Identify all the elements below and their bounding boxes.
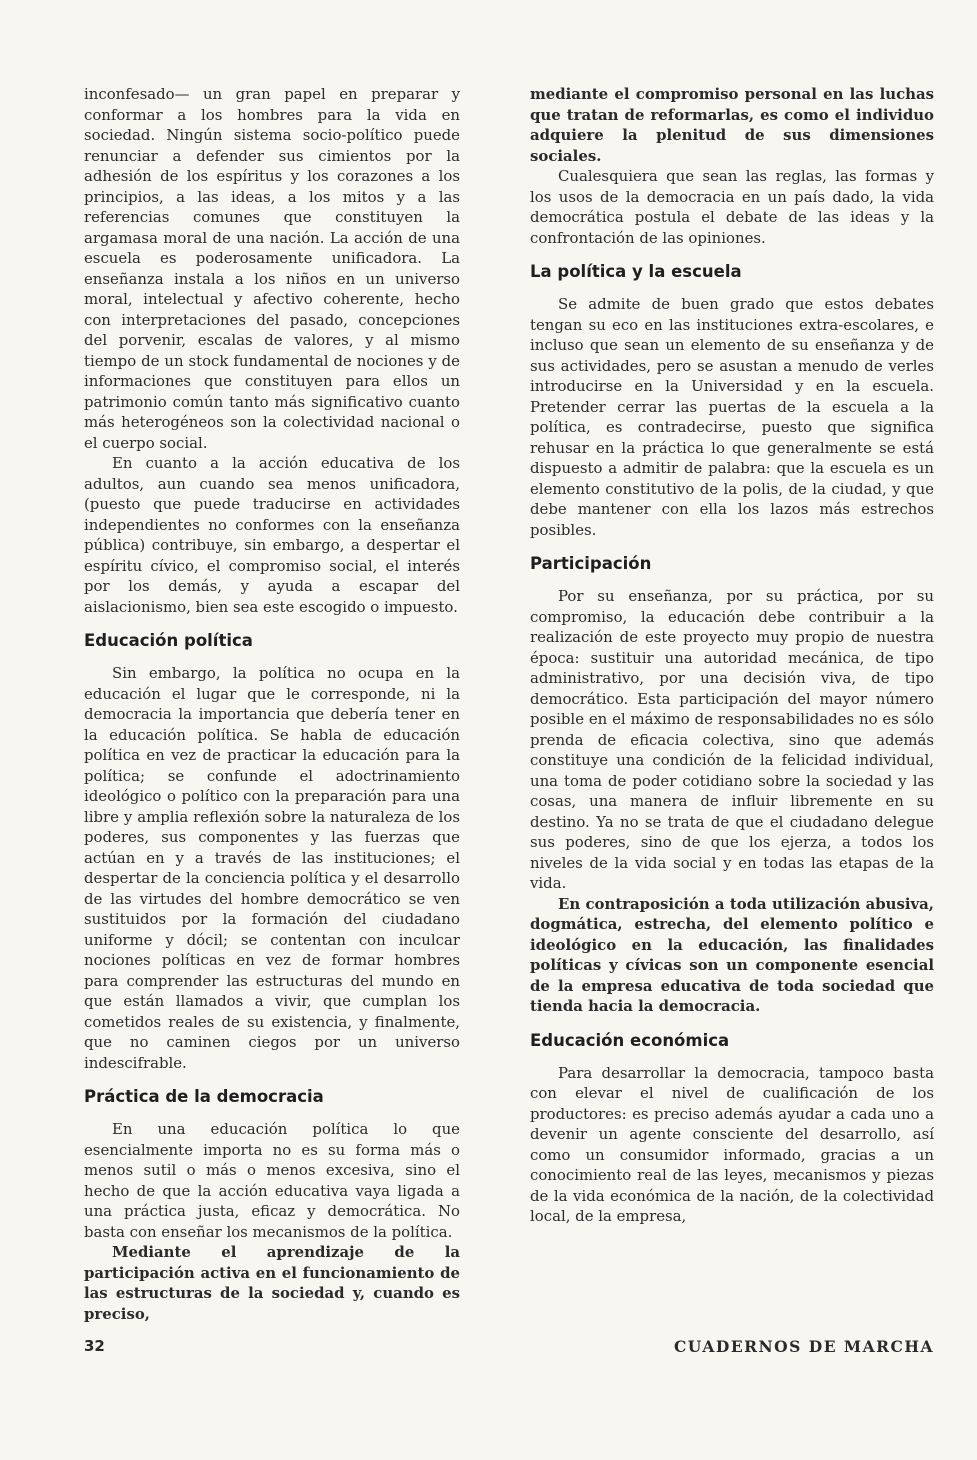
paragraph: inconfesado— un gran papel en preparar y conformar a los hombres para la vida en sociedad. Ningún sistema socio-político puede renunciar a defender sus cimientos por la adhesión de los espíritus y los corazones a los principios, a las ideas, a los mitos y a las referencias comunes que constituyen la argamasa moral de una nación. La acción de una escuela es poderosamente unificadora. La enseñanza instala a los niños en un universo moral, intelectual y afectivo coherente, hecho con interpretaciones del pasado, concepciones del porvenir, escalas de valores, y al mismo tiempo de un stock fundamental de nociones y de informaciones que constituyen para ellos un patrimonio común tanto más significativo cuanto más heterogéneos son la colectividad nacional o el cuerpo social. [84, 85, 460, 452]
journal-name: CUADERNOS DE MARCHA [673, 1337, 934, 1356]
page-number: 32 [84, 1337, 105, 1355]
paragraph: Se admite de buen grado que estos debates tengan su eco en las instituciones extra-escolares, e incluso que sean un elemento de su enseñanza y de sus actividades, pero se asustan a menudo de verles introducirse en la Universidad y en la escuela. Pretender cerrar las puertas de la escuela a la política, es contradecirse, puesto que significa rehusar en la práctica lo que generalmente se está dispuesto a admitir de palabra: que la escuela es un elemento constitutivo de la polis, de la ciudad, y que debe mantener con ella los lazos más estrechos posibles. [530, 295, 934, 539]
paragraph: Por su enseñanza, por su práctica, por su compromiso, la educación debe contribuir a la realización de este proyecto muy propio de nuestra época: sustituir una autoridad mecánica, de tipo administrativo, por una decisión viva, de tipo democrático. Esta participación del mayor número posible en el máximo de responsabilidades no es sólo prenda de eficacia colectiva, sino que además constituye una condición de la felicidad individual, una toma de poder cotidiano sobre la sociedad y las cosas, una manera de influir libremente en su destino. Ya no se trata de que el ciudadano delegue sus poderes, sino de que los ejerza, a todos los niveles de la vida social y en todas las etapas de la vida. [530, 587, 934, 892]
page-footer [84, 1337, 934, 1361]
highlighted-paragraph: Mediante el aprendizaje de la participación activa en el funcionamiento de las estructuras de la sociedad y, cuando es preciso, [84, 1243, 460, 1323]
paragraph: Sin embargo, la política no ocupa en la educación el lugar que le corresponde, ni la democracia la importancia que debería tener en la educación política. Se habla de educación política en vez de practicar la educación para la política; se confunde el adoctrinamiento ideológico o político con la preparación para una libre y amplia reflexión sobre la naturaleza de los poderes, sus componentes y las fuerzas que actúan en y a través de las instituciones; el despertar de la conciencia política y el desarrollo de las virtudes del hombre democrático se ven sustituidos por la formación del ciudadano uniforme y dócil; se contentan con inculcar nociones políticas en vez de formar hombres para comprender las estructuras del mundo en que están llamados a vivir, que cumplan los cometidos reales de su existencia, y finalmente, que no caminen ciegos por un universo indescifrable. [84, 664, 460, 1072]
section-heading: La política y la escuela [530, 262, 742, 281]
paragraph: Cualesquiera que sean las reglas, las formas y los usos de la democracia en un país dado, la vida democrática postula el debate de las ideas y la confrontación de las opiniones. [530, 167, 934, 247]
paragraph: Para desarrollar la democracia, tampoco basta con elevar el nivel de cualificación de los productores: es preciso además ayudar a cada uno a devenir un agente consciente del desarrollo, así como un consumidor informado, gracias a un conocimiento real de las leyes, mecanismos y piezas de la vida económica de la nación, de la colectividad local, de la empresa, [530, 1063, 934, 1225]
paragraph: En una educación política lo que esencialmente importa no es su forma más o menos sutil o más o menos excesiva, sino el hecho de que la acción educativa vaya ligada a una práctica justa, eficaz y democrática. No basta con enseñar los mecanismos de la política. [84, 1120, 460, 1241]
section-heading: Educación política [84, 631, 253, 650]
right-column [530, 84, 934, 1227]
section-heading: Práctica de la democracia [84, 1087, 324, 1106]
section-heading: Educación económica [530, 1030, 730, 1050]
left-column [84, 84, 460, 1324]
paragraph: En cuanto a la acción educativa de los adultos, aun cuando sea menos unificadora, (puesto que puede traducirse en actividades independientes no conformes con la enseñanza pública) contribuye, sin embargo, a despertar el espíritu cívico, el compromiso social, el interés por los demás, y ayuda a escapar del aislacionismo, bien sea este escogido o impuesto. [84, 454, 460, 616]
section-heading: Participación [530, 554, 652, 573]
highlighted-paragraph: En contraposición a toda utilización abusiva, dogmática, estrecha, del elemento político e ideológico en la educación, las finalidades políticas y cívicas son un componente esencial de la empresa educativa de toda sociedad que tienda hacia la democracia. [530, 894, 934, 1015]
highlighted-paragraph: mediante el compromiso personal en las luchas que tratan de reformarlas, es como el individuo adquiere la plenitud de sus dimensiones sociales. [530, 85, 934, 165]
